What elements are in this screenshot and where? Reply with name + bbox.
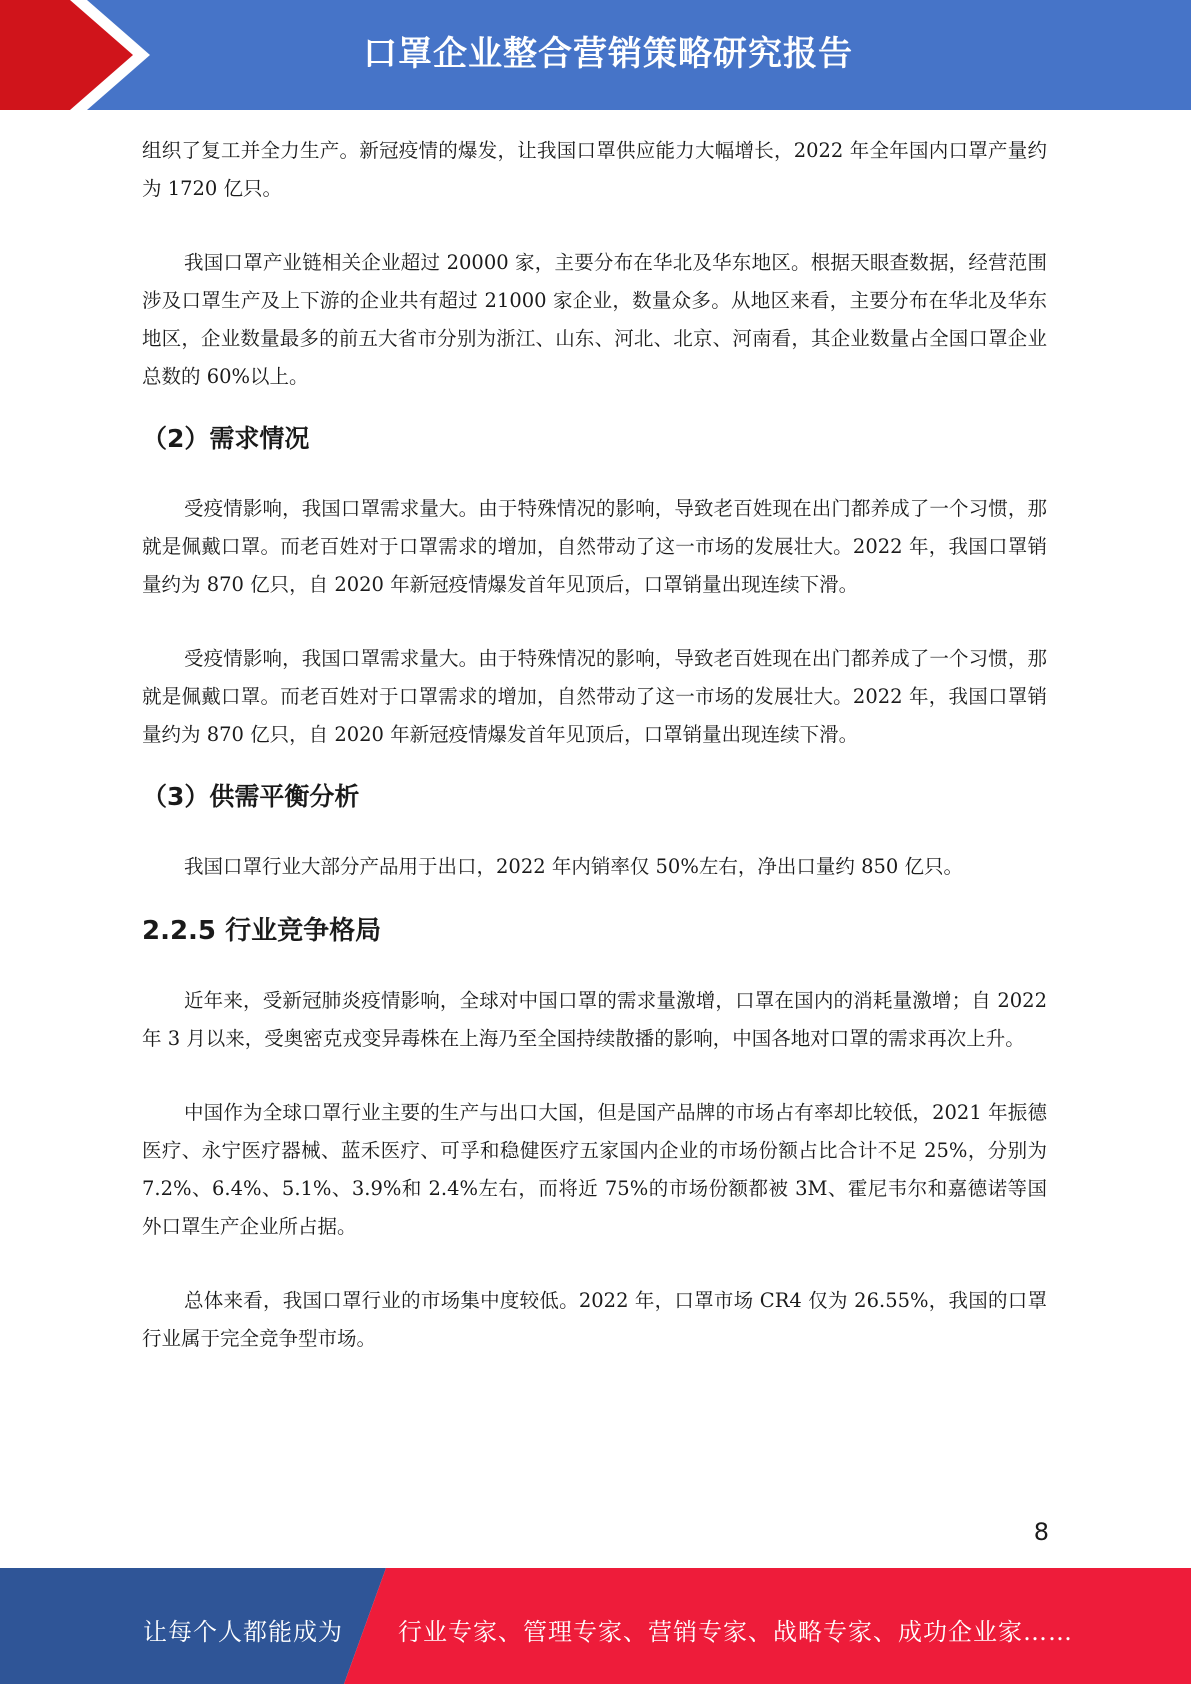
section-heading-supply-demand-balance: （3）供需平衡分析 (142, 782, 360, 811)
paragraph-competition-3: 总体来看，我国口罩行业的市场集中度较低。2022 年，口罩市场 CR4 仅为 26.55%，我国的口罩行业属于完全竞争型市场。 (142, 1289, 1047, 1350)
paragraph-industry-chain: 我国口罩产业链相关企业超过 20000 家，主要分布在华北及华东地区。根据天眼查数据，经营范围涉及口罩生产及上下游的企业共有超过 21000 家企业，数量众多。从地区来看，主要分布在华北及华东地区，企业数量最多的前五大省市分别为浙江、山东、河北、北京、河南看，其企业数量占全国口罩企业总数的 60%以上。 (142, 251, 1047, 388)
page-number: 8 (1033, 1518, 1049, 1546)
footer-slogan-left: 让每个人都能成为 (143, 1618, 343, 1646)
section-heading-competition: 2.2.5 行业竞争格局 (142, 916, 382, 946)
paragraph-export: 我国口罩行业大部分产品用于出口，2022 年内销率仅 50%左右，净出口量约 850 亿只。 (184, 855, 963, 878)
section-heading-demand: （2）需求情况 (142, 424, 310, 453)
paragraph-demand-2: 受疫情影响，我国口罩需求量大。由于特殊情况的影响，导致老百姓现在出门都养成了一个习惯，那就是佩戴口罩。而老百姓对于口罩需求的增加，自然带动了这一市场的发展壮大。2022 年，我国口罩销量约为 870 亿只，自 2020 年新冠疫情爆发首年见顶后，口罩销量出现连续下滑。 (142, 647, 1047, 746)
footer-slogan-right: 行业专家、管理专家、营销专家、战略专家、成功企业家…… (398, 1618, 1073, 1646)
header-band (0, 0, 1191, 110)
page-content (142, 132, 1047, 1358)
paragraph-competition-1: 近年来，受新冠肺炎疫情影响，全球对中国口罩的需求量激增，口罩在国内的消耗量激增；自 2022 年 3 月以来，受奥密克戎变异毒株在上海乃至全国持续散播的影响，中国各地对口罩的需求再次上升。 (142, 989, 1047, 1050)
paragraph-production: 组织了复工并全力生产。新冠疫情的爆发，让我国口罩供应能力大幅增长，2022 年全年国内口罩产量约为 1720 亿只。 (142, 139, 1047, 200)
paragraph-competition-2: 中国作为全球口罩行业主要的生产与出口大国，但是国产品牌的市场占有率却比较低，2021 年振德医疗、永宁医疗器械、蓝禾医疗、可孚和稳健医疗五家国内企业的市场份额占比合计不足 25%，分别为 7.2%、6.4%、5.1%、3.9%和 2.4%左右，而将近 75%的市场份额都被 3M、霍尼韦尔和嘉德诺等国外口罩生产企业所占据。 (142, 1101, 1047, 1238)
paragraph-demand-1: 受疫情影响，我国口罩需求量大。由于特殊情况的影响，导致老百姓现在出门都养成了一个习惯，那就是佩戴口罩。而老百姓对于口罩需求的增加，自然带动了这一市场的发展壮大。2022 年，我国口罩销量约为 870 亿只，自 2020 年新冠疫情爆发首年见顶后，口罩销量出现连续下滑。 (142, 497, 1047, 596)
report-title: 口罩企业整合营销策略研究报告 (363, 34, 853, 74)
